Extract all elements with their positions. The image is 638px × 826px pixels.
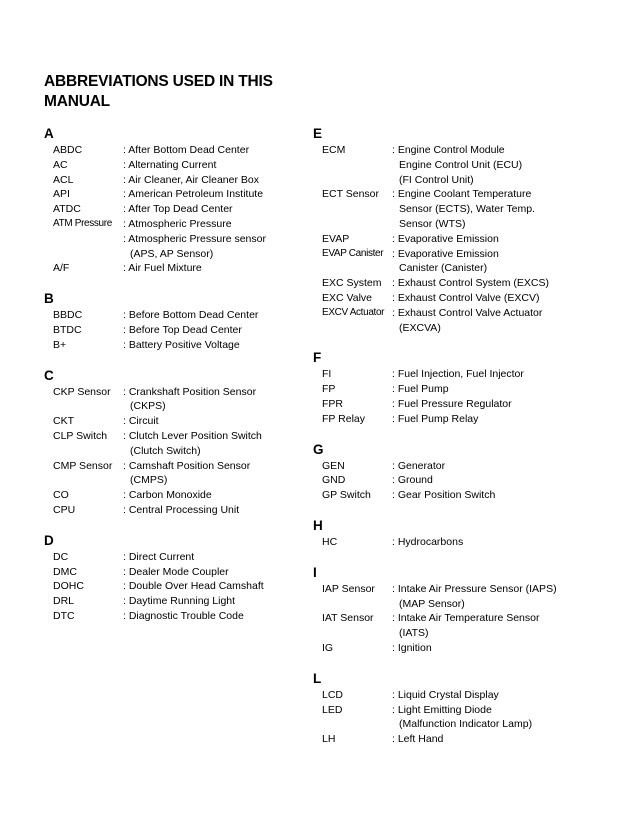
abbreviation-term: EXCV Actuator [322, 306, 385, 318]
abbreviation-definition [392, 306, 593, 336]
abbreviation-entry [313, 473, 593, 488]
abbreviation-definition [123, 202, 324, 217]
abbreviation-entry [313, 488, 593, 503]
abbreviation-term: IAP Sensor [322, 582, 375, 595]
definition-line: : Carbon Monoxide [123, 489, 212, 502]
abbreviation-term: CO [53, 489, 69, 502]
abbreviation-entry [44, 217, 324, 232]
abbreviation-entry [44, 488, 324, 503]
definition-line: : Fuel Pump Relay [392, 412, 479, 425]
abbreviation-term: ATM Pressure [53, 217, 112, 229]
abbreviation-entry [44, 609, 324, 624]
section-l [313, 670, 593, 747]
abbreviation-entry [313, 703, 593, 733]
section-letter: G [313, 441, 324, 457]
definition-line: : Battery Positive Voltage [123, 338, 240, 351]
abbreviation-entry [44, 261, 324, 276]
definition-line: : Before Bottom Dead Center [123, 309, 259, 322]
abbreviation-entry [44, 503, 324, 518]
definition-line: : Daytime Running Light [123, 595, 236, 608]
abbreviation-entry [313, 397, 593, 412]
definition-line: : Direct Current [123, 550, 195, 563]
section-spacer [313, 550, 593, 564]
definition-line: Engine Control Unit (ECU) [399, 158, 523, 171]
definition-line: : Fuel Pump [392, 383, 449, 396]
abbreviation-term: FI [322, 368, 332, 381]
abbreviation-term: IAT Sensor [322, 612, 374, 625]
abbreviation-definition [123, 158, 324, 173]
section-letter: L [313, 670, 322, 686]
definition-line: : Circuit [123, 415, 159, 428]
section-e [313, 125, 593, 335]
definition-line: : Diagnostic Trouble Code [123, 609, 244, 622]
abbreviation-term: DC [53, 550, 69, 563]
section-spacer [44, 518, 324, 532]
abbreviation-entry [44, 143, 324, 158]
abbreviation-term: DRL [53, 595, 75, 608]
section-spacer [313, 503, 593, 517]
definition-line: : Atmospheric Pressure [123, 217, 232, 230]
abbreviation-term: CKP Sensor [53, 385, 111, 398]
abbreviation-entry [44, 173, 324, 188]
abbreviation-definition [392, 611, 593, 641]
abbreviation-term: LED [322, 703, 343, 716]
abbreviation-term: EXC Valve [322, 291, 372, 304]
section-c [44, 367, 324, 518]
section-letter: D [44, 532, 54, 548]
title-line: ABBREVIATIONS USED IN THIS [44, 73, 273, 90]
definition-line: (IATS) [399, 627, 429, 640]
section-letter: F [313, 350, 322, 366]
definition-line: : American Petroleum Institute [123, 188, 264, 201]
abbreviation-term: FPR [322, 397, 343, 410]
section-letter: H [313, 517, 323, 533]
abbreviation-entry [313, 688, 593, 703]
abbreviation-entry [44, 323, 324, 338]
abbreviation-term: EXC System [322, 277, 382, 290]
section-letter: B [44, 291, 54, 307]
abbreviation-term: BBDC [53, 309, 83, 322]
section-letter: I [313, 564, 317, 580]
abbreviation-term: ACL [53, 173, 74, 186]
definition-line: : Central Processing Unit [123, 503, 240, 516]
abbreviation-entry [313, 412, 593, 427]
definition-line: (FI Control Unit) [399, 173, 474, 186]
abbreviation-term: ECM [322, 144, 346, 156]
abbreviation-entry [44, 202, 324, 217]
abbreviation-entry [313, 459, 593, 474]
definition-line: : Gear Position Switch [392, 489, 496, 502]
abbreviation-term: CKT [53, 415, 74, 428]
abbreviation-term: GP Switch [322, 489, 371, 502]
definition-line: : Ignition [392, 641, 432, 654]
abbreviation-term: LCD [322, 688, 344, 701]
section-g [313, 441, 593, 503]
abbreviation-definition [123, 459, 324, 489]
definition-line: (Malfunction Indicator Lamp) [399, 718, 533, 731]
abbreviation-definition [123, 232, 324, 262]
abbreviation-definition [123, 414, 324, 429]
abbreviation-term: A/F [53, 262, 70, 275]
abbreviation-definition [123, 323, 324, 338]
abbreviation-entry [313, 582, 593, 612]
abbreviation-definition [123, 488, 324, 503]
definition-line: : Fuel Injection, Fuel Injector [392, 368, 524, 381]
definition-line: : Evaporative Emission [392, 247, 499, 260]
abbreviation-definition [123, 609, 324, 624]
definition-line: : Hydrocarbons [392, 535, 464, 548]
definition-line: : After Bottom Dead Center [123, 144, 250, 156]
abbreviation-entry [313, 247, 593, 277]
abbreviation-definition [123, 173, 324, 188]
abbreviation-entry [313, 187, 593, 231]
definition-line: : Left Hand [392, 733, 444, 746]
abbreviation-definition [123, 143, 324, 158]
section-spacer [313, 656, 593, 670]
definition-line: (MAP Sensor) [399, 597, 465, 610]
right-column [313, 125, 593, 747]
abbreviation-term: BTDC [53, 323, 82, 336]
abbreviation-term: GEN [322, 459, 345, 472]
abbreviation-term: EVAP Canister [322, 247, 384, 259]
abbreviation-term: ABDC [53, 144, 83, 156]
abbreviation-term: DOHC [53, 580, 84, 593]
abbreviation-definition [123, 550, 324, 565]
abbreviation-definition [392, 187, 593, 231]
abbreviation-definition [123, 217, 324, 232]
definition-line: : Air Cleaner, Air Cleaner Box [123, 173, 259, 186]
definition-line: : Engine Coolant Temperature [392, 188, 532, 201]
section-letter: C [44, 367, 54, 383]
abbreviation-entry [313, 306, 593, 336]
abbreviation-entry [313, 382, 593, 397]
abbreviation-definition [392, 703, 593, 733]
definition-line: : Atmospheric Pressure sensor [123, 232, 266, 245]
section-spacer [313, 427, 593, 441]
definition-line: : Evaporative Emission [392, 232, 499, 245]
definition-line: (APS, AP Sensor) [130, 247, 214, 260]
abbreviation-entry [313, 232, 593, 247]
definition-line: : Fuel Pressure Regulator [392, 397, 512, 410]
abbreviation-definition [392, 276, 593, 291]
definition-line: : Engine Control Module [392, 144, 505, 156]
definition-line: : Intake Air Pressure Sensor (IAPS) [392, 582, 557, 595]
definition-line: : Exhaust Control Valve Actuator [392, 306, 543, 319]
abbreviation-term: DTC [53, 609, 75, 622]
section-spacer [44, 353, 324, 367]
definition-line: : Before Top Dead Center [123, 323, 242, 336]
abbreviation-definition [123, 579, 324, 594]
abbreviation-definition [392, 641, 593, 656]
abbreviation-entry [44, 338, 324, 353]
section-spacer [44, 276, 324, 290]
definition-line: Sensor (ECTS), Water Temp. [399, 203, 535, 216]
abbreviation-entry [313, 276, 593, 291]
abbreviation-entry [44, 308, 324, 323]
abbreviation-term: ATDC [53, 203, 81, 216]
abbreviation-definition [123, 594, 324, 609]
abbreviation-entry [44, 594, 324, 609]
abbreviation-entry [44, 550, 324, 565]
definition-line: : After Top Dead Center [123, 203, 233, 216]
abbreviation-definition [392, 367, 593, 382]
definition-line: : Air Fuel Mixture [123, 262, 202, 275]
definition-line: : Crankshaft Position Sensor [123, 385, 257, 398]
abbreviation-term: CMP Sensor [53, 459, 113, 472]
abbreviation-term: ECT Sensor [322, 188, 379, 201]
abbreviation-definition [392, 382, 593, 397]
abbreviation-definition [392, 473, 593, 488]
definition-line: (CMPS) [130, 474, 168, 487]
left-column [44, 125, 324, 624]
abbreviation-definition [392, 291, 593, 306]
abbreviation-term: FP [322, 383, 336, 396]
definition-line: (CKPS) [130, 400, 166, 413]
abbreviation-entry [313, 291, 593, 306]
definition-line: : Camshaft Position Sensor [123, 459, 251, 472]
abbreviation-term: CPU [53, 503, 76, 516]
section-letter: A [44, 126, 54, 141]
abbreviation-definition [123, 308, 324, 323]
section-d [44, 532, 324, 624]
abbreviation-entry [44, 385, 324, 415]
abbreviation-definition [392, 732, 593, 747]
abbreviation-entry [44, 414, 324, 429]
abbreviation-term: AC [53, 158, 68, 171]
abbreviation-term: API [53, 188, 70, 201]
definition-line: : Liquid Crystal Display [392, 688, 499, 701]
definition-line: : Alternating Current [123, 158, 217, 171]
definition-line: (EXCVA) [399, 321, 441, 334]
definition-line: : Ground [392, 474, 433, 487]
abbreviation-definition [392, 688, 593, 703]
abbreviation-entry [44, 459, 324, 489]
abbreviation-definition [123, 187, 324, 202]
definition-line: : Dealer Mode Coupler [123, 565, 229, 578]
abbreviation-definition [392, 397, 593, 412]
abbreviation-term: DMC [53, 565, 77, 578]
abbreviation-entry [44, 187, 324, 202]
section-i [313, 564, 593, 656]
abbreviation-definition [123, 503, 324, 518]
abbreviation-definition [123, 338, 324, 353]
abbreviation-entry [44, 158, 324, 173]
abbreviation-entry [44, 565, 324, 580]
title-line: MANUAL [44, 93, 110, 110]
abbreviation-definition [392, 459, 593, 474]
definition-line: Canister (Canister) [399, 262, 488, 275]
abbreviation-term: CLP Switch [53, 429, 108, 442]
abbreviation-entry [313, 641, 593, 656]
abbreviation-term: GND [322, 474, 346, 487]
abbreviation-entry [313, 611, 593, 641]
abbreviation-entry [313, 732, 593, 747]
section-letter: E [313, 126, 323, 141]
abbreviation-entry [44, 232, 324, 262]
abbreviation-definition [392, 488, 593, 503]
definition-line: : Clutch Lever Position Switch [123, 429, 262, 442]
abbreviation-definition [392, 582, 593, 612]
definition-line: : Double Over Head Camshaft [123, 580, 264, 593]
section-spacer [313, 335, 593, 349]
definition-line: : Light Emitting Diode [392, 703, 492, 716]
abbreviation-term: B+ [53, 338, 67, 351]
abbreviation-term: LH [322, 733, 336, 746]
abbreviation-definition [392, 247, 593, 277]
abbreviation-definition [123, 565, 324, 580]
abbreviation-term: FP Relay [322, 412, 365, 425]
section-h [313, 517, 593, 550]
abbreviation-definition [392, 232, 593, 247]
abbreviation-term: IG [322, 641, 334, 654]
abbreviation-entry [313, 143, 593, 187]
abbreviation-definition [123, 261, 324, 276]
abbreviation-definition [123, 429, 324, 459]
definition-line: : Exhaust Control Valve (EXCV) [392, 291, 540, 304]
section-b [44, 290, 324, 352]
abbreviation-definition [392, 535, 593, 550]
abbreviation-definition [392, 143, 593, 187]
section-f [313, 349, 593, 426]
definition-line: (Clutch Switch) [130, 444, 201, 457]
definition-line: Sensor (WTS) [399, 217, 466, 230]
definition-line: : Generator [392, 459, 446, 472]
abbreviation-term: EVAP [322, 232, 350, 245]
abbreviation-entry [313, 535, 593, 550]
abbreviation-term: HC [322, 535, 338, 548]
abbreviation-definition [392, 412, 593, 427]
definition-line: : Intake Air Temperature Sensor [392, 612, 540, 625]
definition-line: : Exhaust Control System (EXCS) [392, 277, 549, 290]
section-a [44, 125, 324, 276]
abbreviation-entry [313, 367, 593, 382]
abbreviation-definition [123, 385, 324, 415]
page-title [44, 72, 344, 112]
abbreviation-entry [44, 429, 324, 459]
abbreviation-entry [44, 579, 324, 594]
